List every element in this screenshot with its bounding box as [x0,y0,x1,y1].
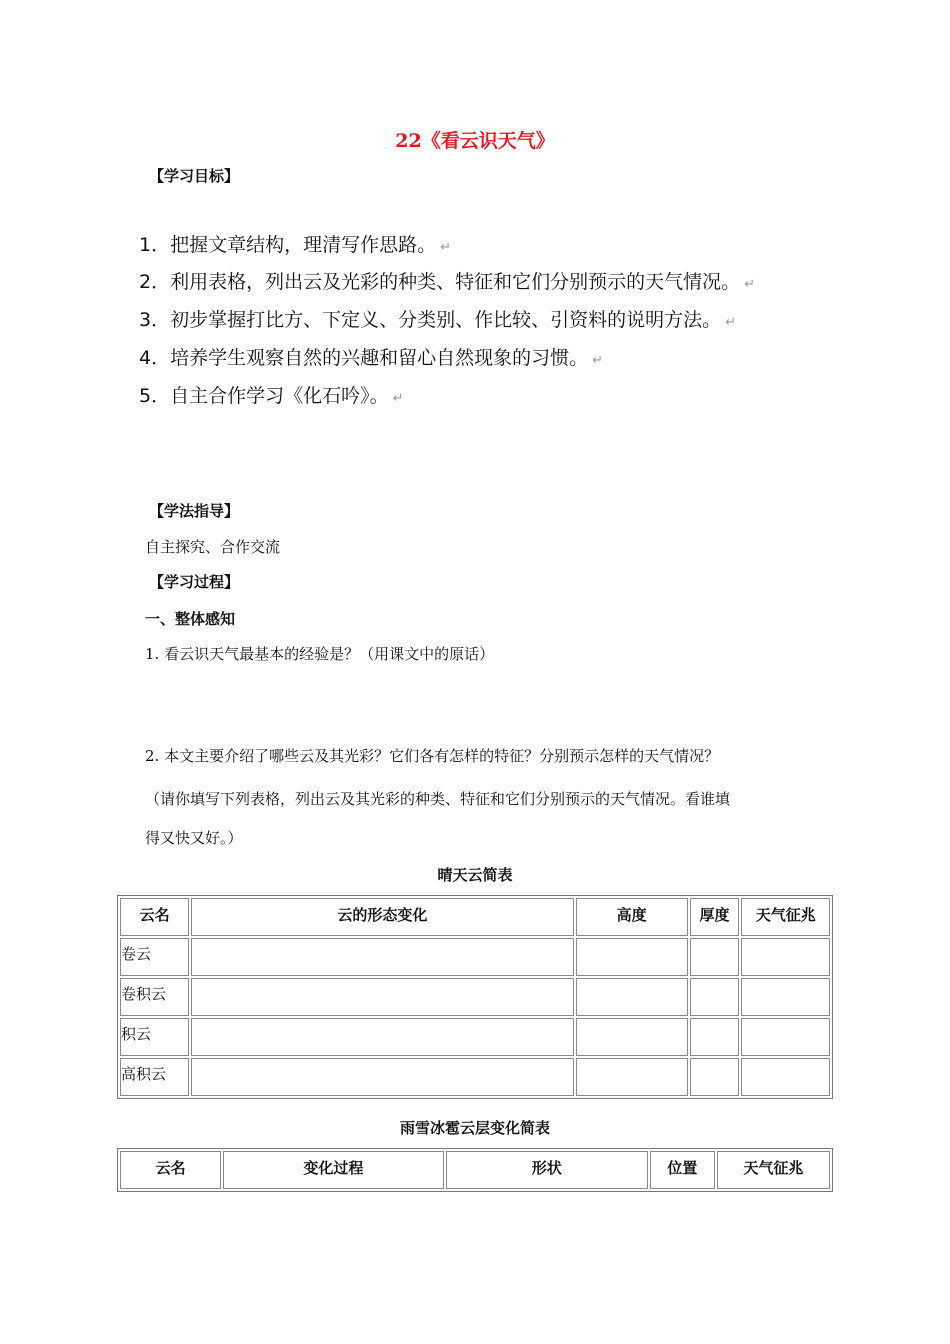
paragraph-mark-icon: ↵ [392,391,404,406]
answer-cell[interactable] [690,978,740,1016]
column-header: 变化过程 [223,1151,444,1189]
table1-caption: 晴天云简表 [437,866,513,884]
answer-cell[interactable] [576,978,688,1016]
section-heading-process: 【学习过程】 [149,573,240,591]
answer-cell[interactable] [191,938,574,976]
column-header: 天气征兆 [717,1151,830,1189]
paragraph-mark-icon: ↵ [744,277,755,292]
cloud-name-cell: 高积云 [120,1058,189,1096]
question-1: 1. 看云识天气最基本的经验是？（用课文中的原话） [145,645,495,663]
column-header: 厚度 [690,898,740,936]
answer-cell[interactable] [690,938,740,976]
answer-cell[interactable] [576,938,688,976]
answer-cell[interactable] [576,1018,688,1056]
answer-cell[interactable] [191,978,574,1016]
column-header: 云的形态变化 [191,898,574,936]
paragraph-mark-icon: ↵ [440,240,451,255]
column-header: 高度 [576,898,688,936]
answer-cell[interactable] [191,1058,574,1096]
goal-item: 2．利用表格，列出云及光彩的种类、特征和它们分别预示的天气情况。 ↵ [139,271,755,293]
answer-cell[interactable] [690,1018,740,1056]
sunny-cloud-table [117,895,833,1099]
method-text: 自主探究、合作交流 [145,538,281,556]
table-row [120,1018,830,1056]
part-one-heading: 一、整体感知 [145,610,236,628]
column-header: 位置 [650,1151,715,1189]
column-header: 云名 [120,1151,221,1189]
precipitation-cloud-table [117,1148,833,1192]
table2-caption: 雨雪冰雹云层变化简表 [399,1119,550,1137]
table-row [120,938,830,976]
paragraph-mark-icon: ↵ [592,353,603,368]
table-header-row [120,898,830,936]
answer-cell[interactable] [690,1058,740,1096]
cloud-name-cell: 卷云 [120,938,189,976]
table-row [120,1058,830,1096]
table-header-row [120,1151,830,1189]
goal-item: 1．把握文章结构，理清写作思路。 ↵ [139,234,451,256]
question-2-line: 得又快又好。） [145,829,243,847]
answer-cell[interactable] [741,938,830,976]
cloud-name-cell: 积云 [120,1018,189,1056]
question-2-line: （请你填写下列表格，列出云及其光彩的种类、特征和它们分别预示的天气情况。看谁填 [145,790,731,808]
paragraph-mark-icon: ↵ [725,315,736,330]
page-title: 22《看云识天气》 [395,130,555,152]
goal-item: 5．自主合作学习《化石吟》。 ↵ [139,385,404,407]
answer-cell[interactable] [741,1018,830,1056]
answer-cell[interactable] [741,978,830,1016]
column-header: 形状 [446,1151,648,1189]
section-heading-goals: 【学习目标】 [149,167,240,185]
answer-cell[interactable] [191,1018,574,1056]
answer-cell[interactable] [741,1058,830,1096]
question-2-line: 2. 本文主要介绍了哪些云及其光彩？它们各有怎样的特征？分别预示怎样的天气情况？ [145,747,720,765]
goal-item: 3．初步掌握打比方、下定义、分类别、作比较、引资料的说明方法。 ↵ [139,309,736,331]
column-header: 天气征兆 [741,898,830,936]
column-header: 云名 [120,898,189,936]
section-heading-method: 【学法指导】 [149,502,240,520]
cloud-name-cell: 卷积云 [120,978,189,1016]
answer-cell[interactable] [576,1058,688,1096]
table-row [120,978,830,1016]
goal-item: 4．培养学生观察自然的兴趣和留心自然现象的习惯。 ↵ [139,347,603,369]
